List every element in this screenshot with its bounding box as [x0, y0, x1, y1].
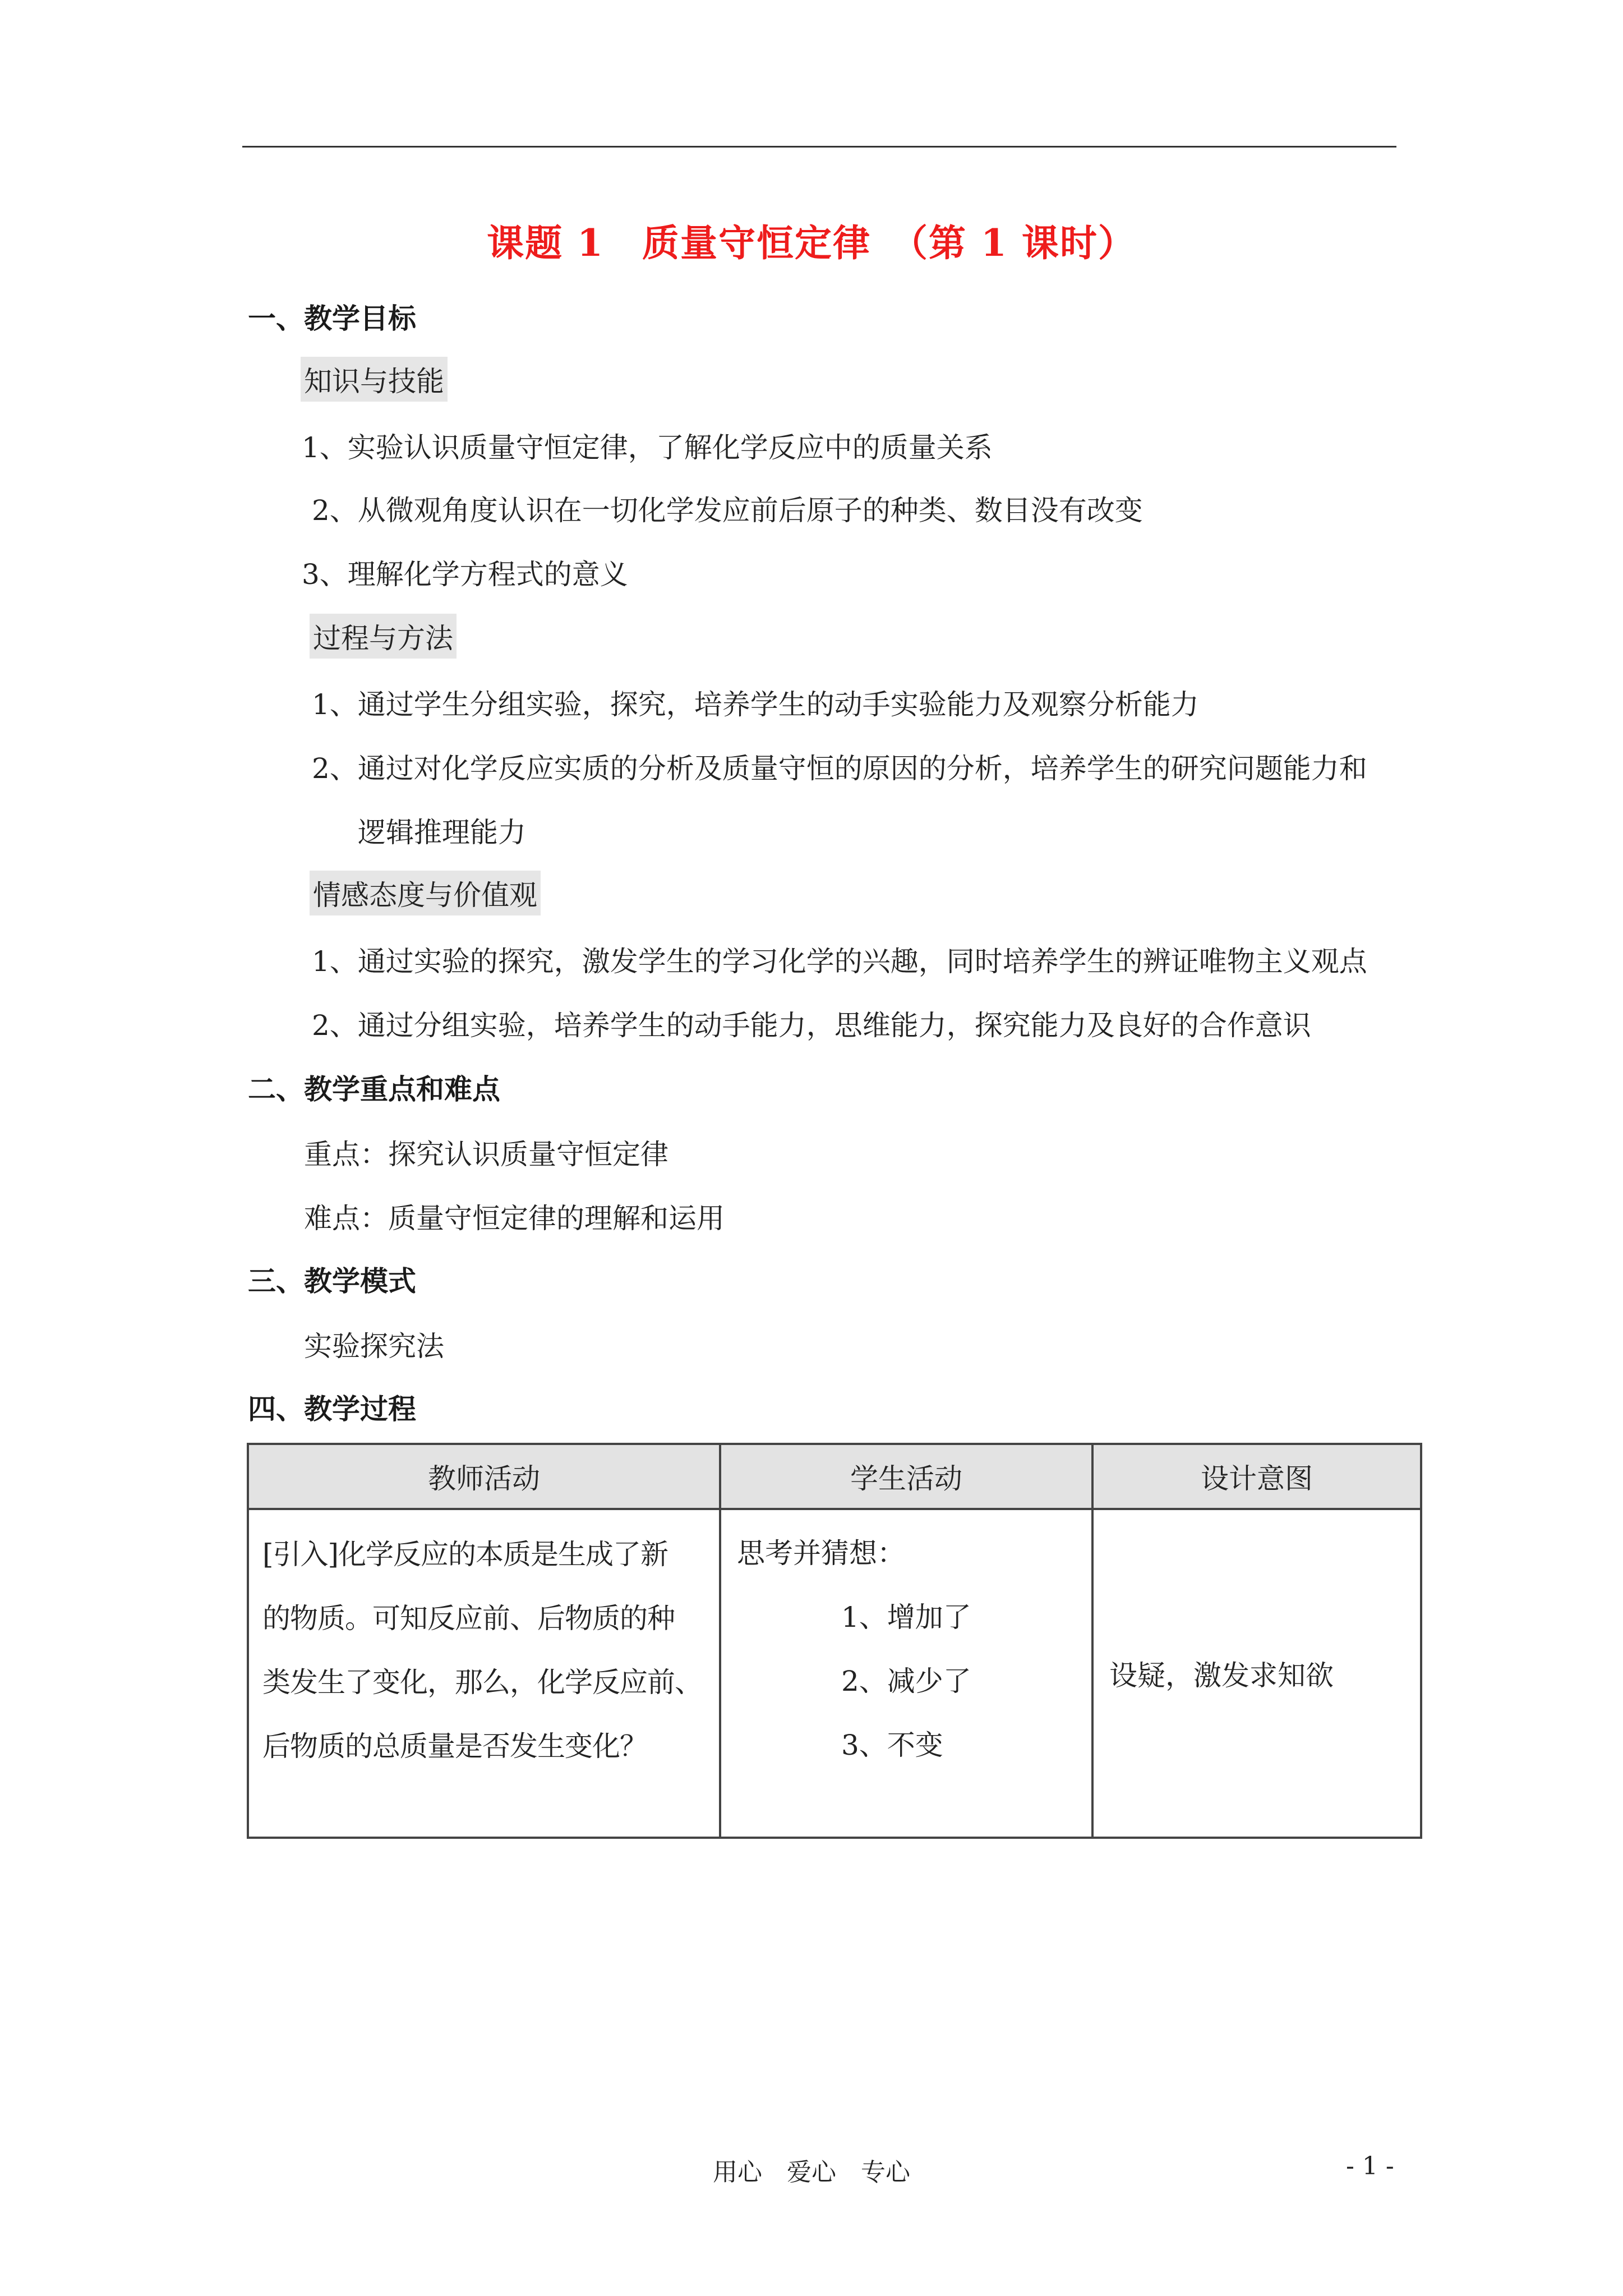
header-rule: [242, 146, 1396, 148]
teacher-line: [引入]化学反应的本质是生成了新: [262, 1538, 668, 1571]
section-heading-focus: 二、教学重点和难点: [248, 1073, 500, 1106]
student-prompt: 思考并猜想：: [737, 1537, 905, 1570]
student-option: 2、减少了: [841, 1665, 971, 1697]
focus-key: 重点：探究认识质量守恒定律: [304, 1138, 668, 1171]
teacher-line: 后物质的总质量是否发生变化？: [262, 1730, 647, 1763]
teaching-process-table: [247, 1443, 1422, 1839]
subheading-process: 过程与方法: [310, 614, 457, 659]
process-item: 逻辑推理能力: [358, 816, 526, 849]
teacher-line: 类发生了变化，那么，化学反应前、: [262, 1666, 702, 1699]
student-activity-cell: [720, 1509, 1092, 1838]
teacher-activity-cell: [248, 1509, 720, 1838]
knowledge-item: 1、实验认识质量守恒定律，了解化学反应中的质量关系: [302, 431, 993, 464]
knowledge-item: 2、从微观角度认识在一切化学发应前后原子的种类、数目没有改变: [312, 494, 1143, 527]
page-number: - 1 -: [1346, 2152, 1394, 2180]
knowledge-item: 3、理解化学方程式的意义: [302, 558, 628, 591]
process-item: 1、通过学生分组实验，探究，培养学生的动手实验能力及观察分析能力: [312, 688, 1199, 721]
page-title: 课题 1 质量守恒定律 （第 1 课时）: [487, 221, 1136, 265]
section-heading-mode: 三、教学模式: [248, 1264, 416, 1297]
focus-difficulty: 难点：质量守恒定律的理解和运用: [304, 1202, 725, 1235]
header-teacher-activity: 教师活动: [248, 1444, 720, 1509]
section-heading-process: 四、教学过程: [248, 1392, 416, 1425]
emotion-item: 2、通过分组实验，培养学生的动手能力，思维能力，探究能力及良好的合作意识: [312, 1009, 1311, 1042]
process-item: 2、通过对化学反应实质的分析及质量守恒的原因的分析，培养学生的研究问题能力和: [312, 752, 1367, 785]
section-heading-goals: 一、教学目标: [248, 302, 416, 335]
design-intent-cell: 设疑，激发求知欲: [1092, 1509, 1421, 1838]
subheading-knowledge: 知识与技能: [301, 357, 448, 402]
footer-motto: 用心 爱心 专心: [713, 2158, 910, 2187]
table-row: [248, 1509, 1421, 1838]
emotion-item: 1、通过实验的探究，激发学生的学习化学的兴趣，同时培养学生的辨证唯物主义观点: [312, 945, 1367, 978]
student-option: 1、增加了: [841, 1601, 971, 1634]
mode-text: 实验探究法: [304, 1330, 444, 1363]
header-student-activity: 学生活动: [720, 1444, 1092, 1509]
header-design-intent: 设计意图: [1092, 1444, 1421, 1509]
student-option: 3、不变: [841, 1729, 943, 1761]
table-header-row: [248, 1444, 1421, 1509]
teacher-line: 的物质。可知反应前、后物质的种: [262, 1602, 675, 1635]
subheading-emotion: 情感态度与价值观: [310, 871, 541, 915]
